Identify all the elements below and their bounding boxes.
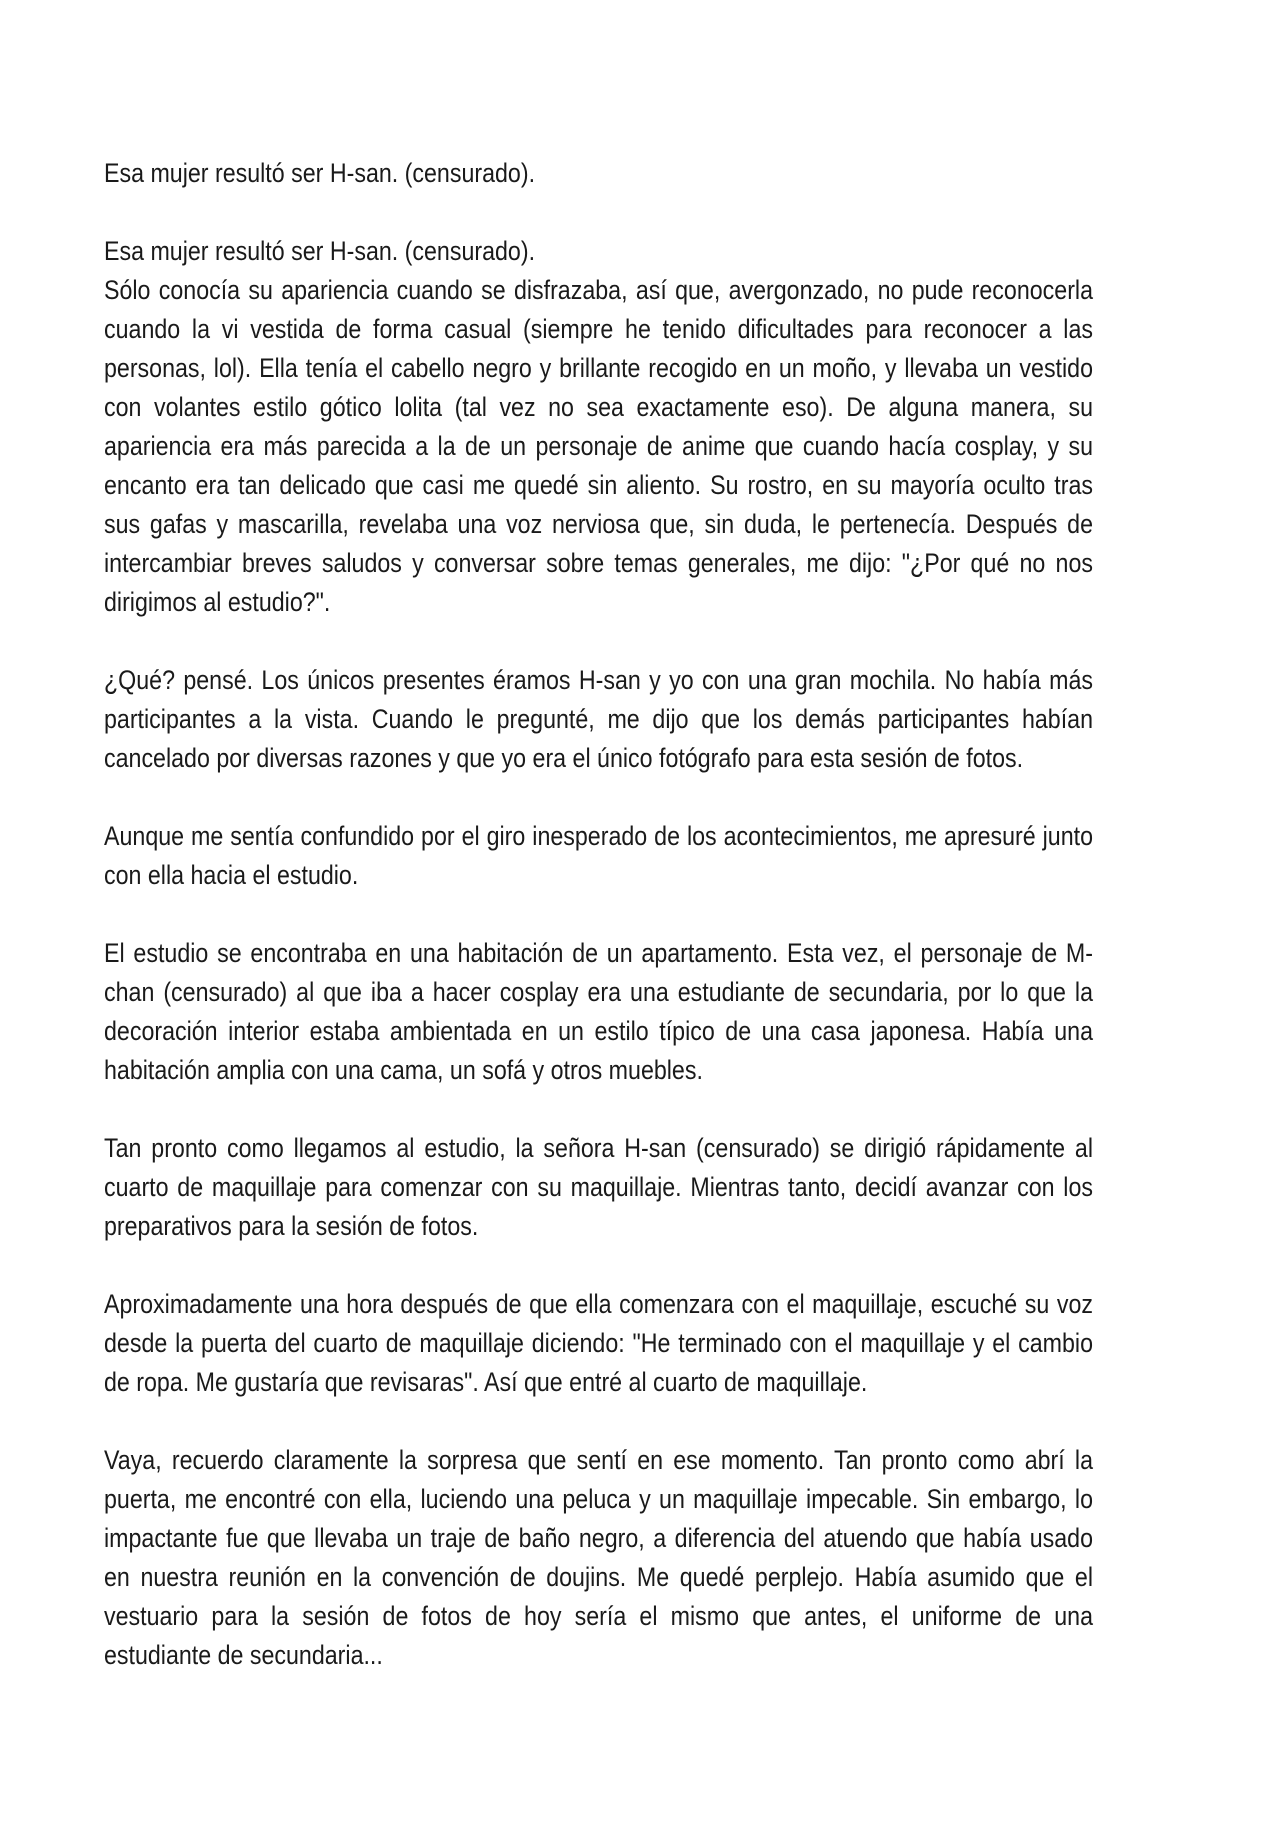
paragraph-5: Aunque me sentía confundido por el giro inesperado de los acontecimientos, me apresuré junto con ella hacia el estudio. — [104, 821, 1093, 890]
paragraph-1: Esa mujer resultó ser H-san. (censurado). — [104, 158, 536, 188]
document-page — [104, 154, 1093, 1675]
paragraph-7: Tan pronto como llegamos al estudio, la señora H-san (censurado) se dirigió rápidamente al cuarto de maquillaje para comenzar con su maquillaje. Mientras tanto, decidí avanzar con los preparativos para la sesión de fotos. — [104, 1133, 1093, 1241]
paragraph-6: El estudio se encontraba en una habitación de un apartamento. Esta vez, el personaje de M-chan (censurado) al que iba a hacer cosplay era una estudiante de secundaria, por lo que la decoración interior estaba ambientada en un estilo típico de una casa japonesa. Había una habitación amplia con una cama, un sofá y otros muebles. — [104, 938, 1093, 1085]
paragraph-8: Aproximadamente una hora después de que ella comenzara con el maquillaje, escuché su voz desde la puerta del cuarto de maquillaje diciendo: "He terminado con el maquillaje y el cambio de ropa. Me gustaría que revisaras". Así que entré al cuarto de maquillaje. — [104, 1289, 1093, 1397]
paragraph-3: Sólo conocía su apariencia cuando se disfrazaba, así que, avergonzado, no pude reconocerla cuando la vi vestida de forma casual (siempre he tenido dificultades para reconocer a las personas, lol). Ella tenía el cabello negro y brillante recogido en un moño, y llevaba un vestido con volantes estilo gótico lolita (tal vez no sea exactamente eso). De alguna manera, su apariencia era más parecida a la de un personaje de anime que cuando hacía cosplay, y su encanto era tan delicado que casi me quedé sin aliento. Su rostro, en su mayoría oculto tras sus gafas y mascarilla, revelaba una voz nerviosa que, sin duda, le pertenecía. Después de intercambiar breves saludos y conversar sobre temas generales, me dijo: "¿Por qué no nos dirigimos al estudio?". — [104, 275, 1093, 617]
paragraph-9: Vaya, recuerdo claramente la sorpresa que sentí en ese momento. Tan pronto como abrí la puerta, me encontré con ella, luciendo una peluca y un maquillaje impecable. Sin embargo, lo impactante fue que llevaba un traje de baño negro, a diferencia del atuendo que había usado en nuestra reunión en la convención de doujins. Me quedé perplejo. Había asumido que el vestuario para la sesión de fotos de hoy sería el mismo que antes, el uniforme de una estudiante de secundaria... — [104, 1445, 1093, 1670]
paragraph-2: Esa mujer resultó ser H-san. (censurado). — [104, 236, 536, 266]
paragraph-4: ¿Qué? pensé. Los únicos presentes éramos H-san y yo con una gran mochila. No había más participantes a la vista. Cuando le pregunté, me dijo que los demás participantes habían cancelado por diversas razones y que yo era el único fotógrafo para esta sesión de fotos. — [104, 665, 1093, 773]
